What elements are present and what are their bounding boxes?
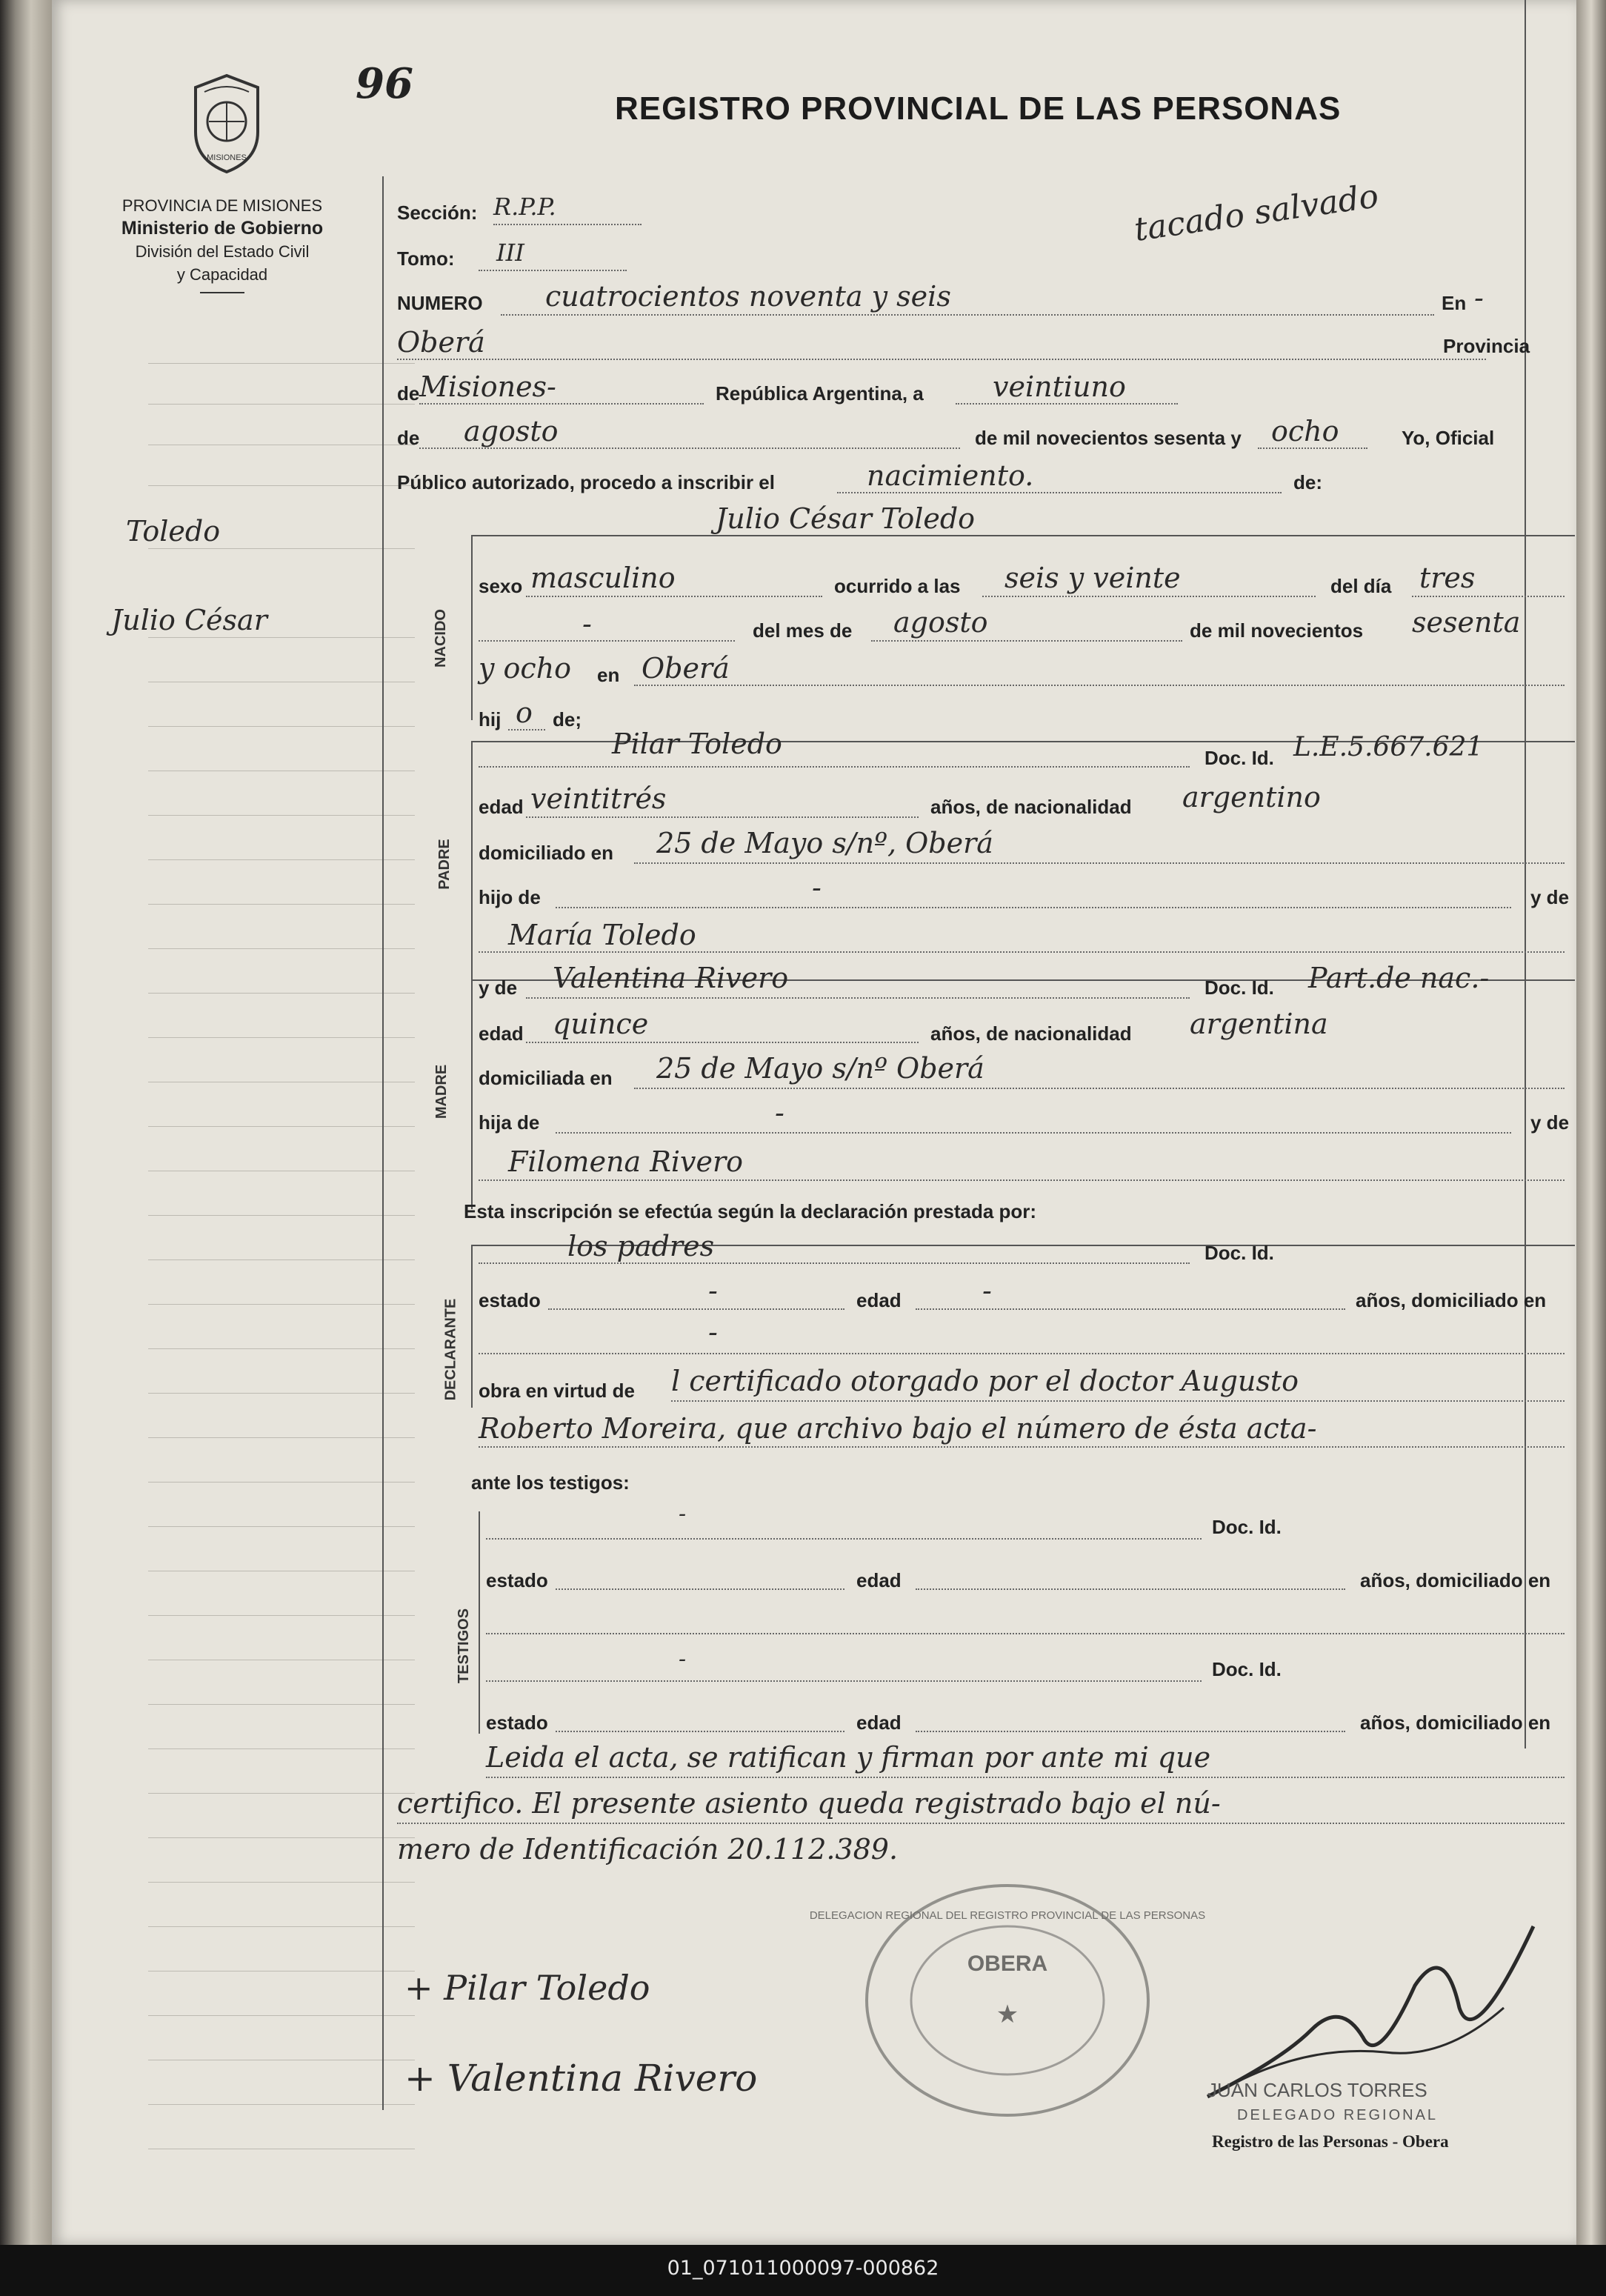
declarante-dom-label: años, domiciliado en <box>1356 1289 1547 1311</box>
provincia-label: Provincia <box>1443 335 1530 357</box>
declarante-section-label: DECLARANTE <box>442 1298 459 1401</box>
mil-novecientos-label: de mil novecientos <box>1190 619 1364 642</box>
en-value: - <box>1474 282 1484 314</box>
day-value: veintiuno <box>993 370 1126 403</box>
padre-yde-label: y de <box>1530 886 1570 908</box>
official-stamp-icon <box>809 1874 1206 2126</box>
oficial-label: Yo, Oficial <box>1402 427 1495 449</box>
padre-nac-label: años, de nacionalidad <box>930 796 1132 818</box>
obra-cont: Roberto Moreira, que archivo bajo el número de ésta acta- <box>479 1412 1317 1445</box>
dash-1: - <box>582 608 592 640</box>
closing-line-3: mero de Identificación 20.112.389. <box>397 1833 899 1866</box>
lugar-value: Oberá <box>642 652 730 685</box>
document-page <box>52 0 1576 2245</box>
official-title: DELEGADO REGIONAL <box>1237 2107 1439 2123</box>
declarante-doc-label: Doc. Id. <box>1204 1242 1274 1264</box>
tomo-label: Tomo: <box>397 247 455 270</box>
declarante-name: los padres <box>567 1230 715 1262</box>
mil-label: de mil novecientos sesenta y <box>975 427 1242 449</box>
testigos-intro: ante los testigos: <box>471 1471 630 1494</box>
de-colon-label: de: <box>1293 471 1322 493</box>
testigo2-dash: - <box>679 1646 687 1672</box>
closing-line-2: certifico. El presente asiento queda registrado bajo el nú- <box>397 1787 1221 1820</box>
padre-edad-value: veintitrés <box>530 782 667 815</box>
year-value: ocho <box>1271 415 1339 447</box>
nacido-bracket <box>471 535 473 720</box>
testigo1-dash: - <box>679 1501 687 1527</box>
stamp-center-text: OBERA <box>967 1951 1048 1976</box>
province-emblem-icon <box>190 73 264 176</box>
madre-nac-value: argentina <box>1190 1008 1328 1040</box>
padre-section-label: PADRE <box>436 839 453 890</box>
madre-doc-value: Part.de nac.- <box>1308 962 1490 994</box>
ministry-line-3: División del Estado Civil <box>135 242 310 261</box>
madre-doc-label: Doc. Id. <box>1204 976 1274 999</box>
numero-value: cuatrocientos noventa y seis <box>545 280 951 313</box>
testigo2-dom-label: años, domiciliado en <box>1360 1711 1551 1734</box>
declarante-bracket <box>471 1245 473 1408</box>
anio-cont: y ocho <box>479 652 572 685</box>
madre-hija-de-value: - <box>775 1097 784 1129</box>
seccion-label: Sección: <box>397 202 478 224</box>
madre-name: Valentina Rivero <box>553 962 789 994</box>
nacido-section-label: NACIDO <box>432 609 449 668</box>
nacido-name: Julio César Toledo <box>716 502 976 535</box>
month-value: agosto <box>464 415 559 447</box>
padre-doc-label: Doc. Id. <box>1204 747 1274 769</box>
ocurrido-label: ocurrido a las <box>834 575 961 597</box>
dia-value: tres <box>1419 562 1476 594</box>
madre-nac-label: años, de nacionalidad <box>930 1022 1132 1045</box>
en-label: En <box>1442 292 1467 314</box>
sexo-label: sexo <box>479 575 523 597</box>
madre-yde2-label: y de <box>1530 1111 1570 1134</box>
margin-given-names: Julio César <box>111 604 267 636</box>
testigos-bracket <box>479 1511 480 1734</box>
closing-line-1: Leida el acta, se ratifican y firman por ante mi que <box>486 1741 1211 1774</box>
de-label-2: de <box>397 427 420 449</box>
margin-surname: Toledo <box>126 515 221 548</box>
mes-label: del mes de <box>753 619 853 642</box>
left-frame-line <box>382 176 384 2110</box>
book-binding-edge <box>0 0 52 2245</box>
official-name: JUAN CARLOS TORRES <box>1207 2079 1427 2101</box>
correction-annotation: tacado salvado <box>1132 177 1381 249</box>
hijo-value: o <box>516 696 533 729</box>
declaracion-intro: Esta inscripción se efectúa según la declaración prestada por: <box>464 1200 1037 1222</box>
ministry-line-2: Ministerio de Gobierno <box>121 218 324 239</box>
madre-bracket <box>471 979 473 1209</box>
padre-dom-label: domiciliado en <box>479 842 614 864</box>
document-title: REGISTRO PROVINCIAL DE LAS PERSONAS <box>615 90 1342 127</box>
republica-label: República Argentina, a <box>716 382 924 405</box>
declarante-dom-value: - <box>708 1316 718 1348</box>
emblem-text: MISIONES <box>207 153 247 162</box>
madre-edad-label: edad <box>479 1022 524 1045</box>
ministry-line-4: y Capacidad <box>176 265 268 284</box>
obra-label: obra en virtud de <box>479 1380 635 1402</box>
padre-madre-name: María Toledo <box>508 919 696 951</box>
madre-edad-value: quince <box>553 1008 649 1040</box>
madre-dom-value: 25 de Mayo s/nº Oberá <box>656 1052 984 1085</box>
madre-dom-label: domiciliada en <box>479 1067 613 1089</box>
official-office: Registro de las Personas - Obera <box>1212 2132 1449 2151</box>
provincia-value: Misiones- <box>419 370 556 403</box>
en-lugar-label: en <box>597 664 620 686</box>
padre-doc-value: L.E.5.667.621 <box>1293 732 1484 762</box>
padre-nac-value: argentino <box>1182 781 1321 813</box>
publico-label: Público autorizado, procedo a inscribir el <box>397 471 775 493</box>
padre-dom-value: 25 de Mayo s/nº, Oberá <box>656 827 993 859</box>
ministry-line-1: PROVINCIA DE MISIONES <box>121 196 323 215</box>
signature-father: + Pilar Toledo <box>404 1968 650 2008</box>
padre-hijo-de-label: hijo de <box>479 886 541 908</box>
declarante-edad-value: - <box>982 1274 992 1307</box>
padre-edad-label: edad <box>479 796 524 818</box>
tomo-value: III <box>496 239 524 267</box>
anio-value: sesenta <box>1412 606 1521 639</box>
obra-value: l certificado otorgado por el doctor Augusto <box>671 1365 1299 1397</box>
declarante-edad-label: edad <box>856 1289 902 1311</box>
numero-label: NUMERO <box>397 292 483 314</box>
declarante-estado-label: estado <box>479 1289 541 1311</box>
right-frame-line <box>1525 0 1526 1748</box>
ministry-block <box>67 194 378 293</box>
signature-mother: + Valentina Rivero <box>404 2057 758 2100</box>
sexo-value: masculino <box>530 562 676 594</box>
place-value: Oberá <box>397 326 485 359</box>
stamp-star: ★ <box>996 2000 1019 2029</box>
hijo-label: hij <box>479 708 502 731</box>
testigo1-edad-label: edad <box>856 1569 902 1591</box>
madre-hija-de-label: hija de <box>479 1111 540 1134</box>
act-value: nacimiento. <box>867 459 1034 492</box>
seccion-value: R.P.P. <box>493 193 556 221</box>
hora-value: seis y veinte <box>1004 562 1181 594</box>
del-dia-label: del día <box>1330 575 1392 597</box>
testigo1-doc-label: Doc. Id. <box>1212 1516 1282 1538</box>
padre-bracket <box>471 741 473 985</box>
declarante-estado-value: - <box>708 1274 718 1307</box>
padre-name: Pilar Toledo <box>612 728 782 760</box>
stamp-text: DELEGACION REGIONAL DEL REGISTRO PROVINCIAL DE LAS PERSONAS <box>809 1909 1206 1922</box>
madre-yde-label: y de <box>479 976 518 999</box>
mes-value: agosto <box>893 606 988 639</box>
testigo2-estado-label: estado <box>486 1711 548 1734</box>
testigo1-dom-label: años, domiciliado en <box>1360 1569 1551 1591</box>
page-number: 96 <box>356 59 413 108</box>
testigo1-estado-label: estado <box>486 1569 548 1591</box>
madre-section-label: MADRE <box>433 1064 450 1119</box>
testigos-section-label: TESTIGOS <box>456 1608 473 1684</box>
image-caption: 01_071011000097-000862 <box>667 2257 939 2280</box>
padre-hijo-de-value: - <box>812 871 822 904</box>
book-right-edge <box>1576 0 1606 2245</box>
hijo-de-label: de; <box>553 708 582 731</box>
de-label: de <box>397 382 420 405</box>
testigo2-doc-label: Doc. Id. <box>1212 1658 1282 1680</box>
testigo2-edad-label: edad <box>856 1711 902 1734</box>
madre-madre-name: Filomena Rivero <box>508 1145 744 1178</box>
